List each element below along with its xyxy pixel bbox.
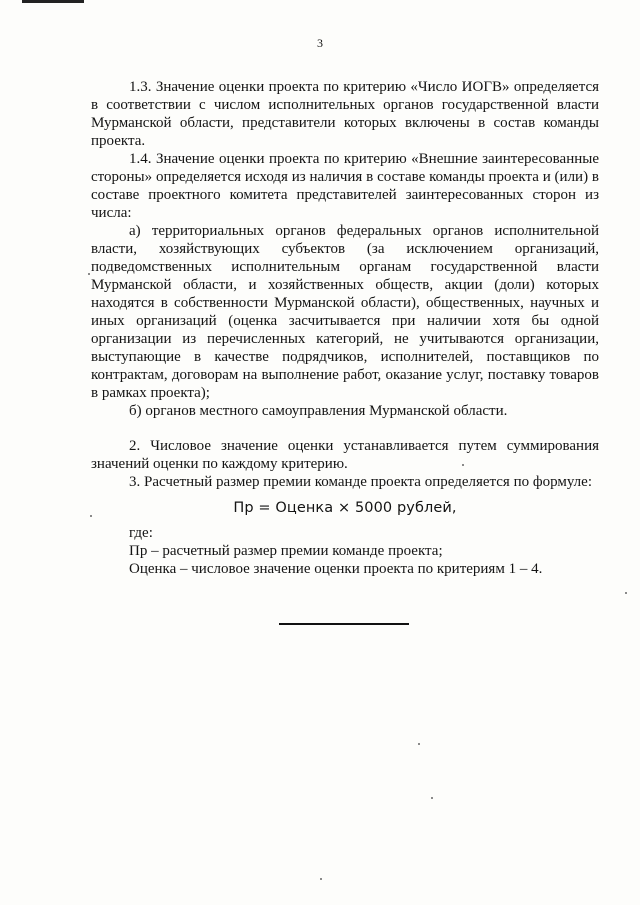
scan-speck [90, 515, 92, 517]
closing-rule [279, 623, 409, 625]
paragraph-1-4-b: б) органов местного самоуправления Мурманской области. [129, 403, 508, 419]
top-edge-mark [22, 0, 84, 3]
paragraph-2: 2. Числовое значение оценки устанавливается путем суммирования значений оценки по каждому критерию. [91, 438, 599, 472]
scan-speck [88, 273, 90, 275]
scan-speck [462, 464, 464, 466]
scan-speck [625, 592, 627, 594]
definition-otsenka: Оценка – числовое значение оценки проекта по критериям 1 – 4. [129, 561, 543, 577]
scan-speck [418, 743, 420, 745]
scan-speck [431, 797, 433, 799]
formula: Пр = Оценка × 5000 рублей, [233, 500, 457, 516]
paragraph-1-4-a: а) территориальных органов федеральных органов исполнительной власти, хозяйствующих субъектов (за исключением организаций, подведомственных исполнительным органам государственной власти Мурманской области, и хозяйственных обществ, акции (доли) которых находятся в собственности Мурманской области), общественных, научных и иных организаций (оценка засчитывается при наличии хотя бы одной организации из перечисленных категорий, не учитываются организации, выступающие в качестве подрядчиков, исполнителей, поставщиков по контрактам, договорам на выполнение работ, оказание услуг, поставку товаров в рамках проекта); [91, 223, 599, 401]
paragraph-1-3: 1.3. Значение оценки проекта по критерию «Число ИОГВ» определяется в соответствии с числом исполнительных органов государственной власти Мурманской области, представители которых включены в состав команды проекта. [91, 79, 599, 149]
where-label: где: [129, 525, 153, 541]
scan-speck [320, 878, 322, 880]
document-body [91, 78, 599, 578]
paragraph-1-4: 1.4. Значение оценки проекта по критерию «Внешние заинтересованные стороны» определяется исходя из наличия в составе команды проекта и (или) в составе проектного комитета представителей заинтересованных сторон из числа: [91, 151, 599, 221]
page-number: 3 [317, 36, 323, 50]
paragraph-3: 3. Расчетный размер премии команде проекта определяется по формуле: [129, 474, 592, 490]
definition-pr: Пр – расчетный размер премии команде проекта; [129, 543, 443, 559]
